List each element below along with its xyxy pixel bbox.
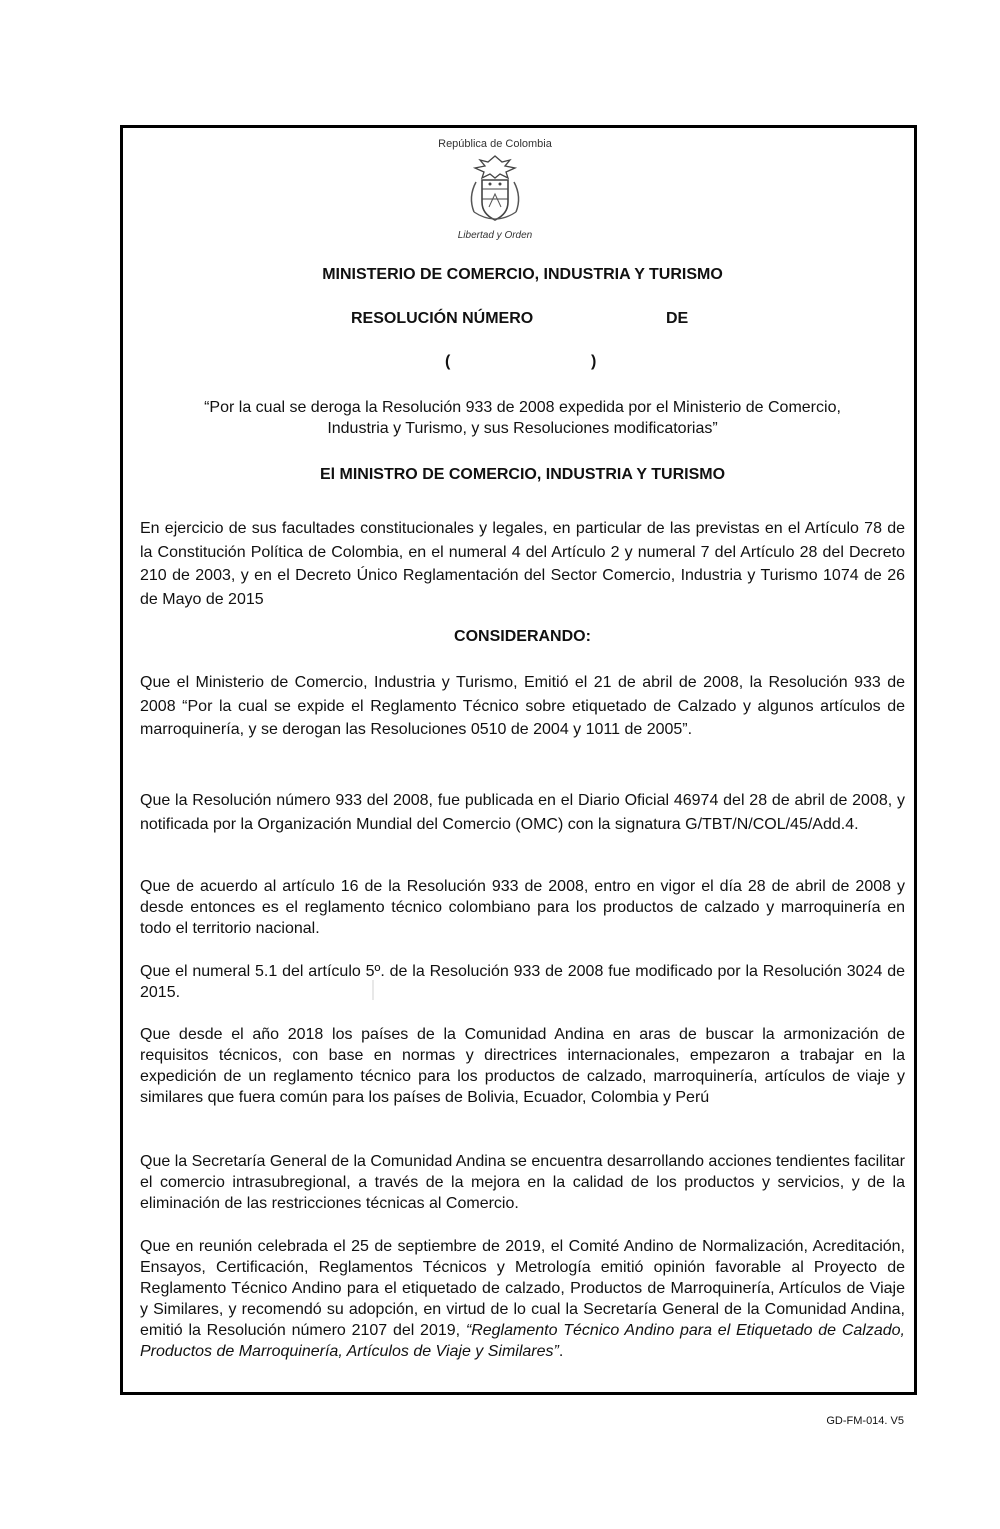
open-paren: ( xyxy=(445,353,451,370)
considerando-paragraph-4 xyxy=(140,961,905,1003)
resolution-de: DE xyxy=(666,310,689,327)
seal-motto: Libertad y Orden xyxy=(457,230,533,241)
resolution-subject xyxy=(140,397,905,439)
considerando-paragraph-3 xyxy=(140,876,905,939)
minister-title: El MINISTRO DE COMERCIO, INDUSTRIA Y TURISMO xyxy=(319,466,726,483)
form-code: GD-FM-014. V5 xyxy=(826,1415,904,1427)
seal-country: República de Colombia xyxy=(438,138,552,150)
coat-of-arms-icon xyxy=(460,152,530,227)
ministry-title: MINISTERIO DE COMERCIO, INDUSTRIA Y TURISMO xyxy=(322,266,723,283)
coat-of-arms xyxy=(420,138,570,241)
resolution-label: RESOLUCIÓN NÚMERO xyxy=(351,310,534,327)
paragraph-text: Que el Ministerio de Comercio, Industria y Turismo, Emitió el 21 de abril de 2008, la Resolución 933 de 2008 “Por la cual se expide el Reglamento Técnico sobre etiquetado de Calzado y algunos artículos de marroquinería, y se derogan las Resoluciones 0510 de 2004 y 1011 de 2005”. xyxy=(140,674,905,738)
paragraph-text: Que el numeral 5.1 del artículo 5º. de la Resolución 933 de 2008 fue modificado por la Resolución 3024 de 2015. xyxy=(140,963,905,1001)
paragraph-text: Que la Resolución número 933 del 2008, fue publicada en el Diario Oficial 46974 del 28 de abril de 2008, y notificada por la Organización Mundial del Comercio (OMC) con la signatura G/TBT/N/COL/45/Add.4. xyxy=(140,792,905,833)
paragraph-text xyxy=(140,1236,905,1362)
paragraph-text: Que la Secretaría General de la Comunidad Andina se encuentra desarrollando acciones tendientes facilitar el comercio intrasubregional, a través de la mejora en la calidad de los productos y servicios, y de la eliminación de las restricciones técnicas al Comercio. xyxy=(140,1153,905,1212)
text-cursor-artifact xyxy=(372,980,374,1000)
close-paren: ) xyxy=(591,353,597,370)
subject-line-1: “Por la cual se deroga la Resolución 933 de 2008 expedida por el Ministerio de Comercio, xyxy=(204,399,841,416)
paragraph-text: Que desde el año 2018 los países de la Comunidad Andina en aras de buscar la armonización de requisitos técnicos, con base en normas y directrices internacionales, empezaron a trabajar en la expedición de un reglamento técnico para los productos de calzado, marroquinería, artículos de viaje y similares que fuera común para los países de Bolivia, Ecuador, Colombia y Perú xyxy=(140,1026,905,1106)
preamble-text: En ejercicio de sus facultades constitucionales y legales, en particular de las previstas en el Artículo 78 de la Constitución Política de Colombia, en el numeral 4 del Artículo 2 y numeral 7 del Artículo 28 del Decreto 210 de 2003, y en el Decreto Único Reglamentación del Sector Comercio, Industria y Turismo 1074 de 26 de Mayo de 2015 xyxy=(140,520,905,608)
considerando-paragraph-6 xyxy=(140,1151,905,1214)
considerando-paragraph-7 xyxy=(140,1236,905,1362)
paragraph-end: . xyxy=(558,1343,564,1360)
regulation-title-italic: “Reglamento Técnico Andino para el Etiquetado de Calzado, Productos de Marroquinería, Artículos de Viaje y Similares” xyxy=(140,1322,905,1360)
paragraph-main: Que en reunión celebrada el 25 de septiembre de 2019, el Comité Andino de Normalización, Acreditación, Ensayos, Certificación, Reglamentos Técnicos y Metrología emitió opinión favorable al Proyecto de Reglamento Técnico Andino para el etiquetado de calzado, Productos de Marroquinería, Artículos de Viaje y Similares, y recomendó su adopción, en virtud de lo cual la Secretaría General de la Comunidad Andina, emitió la Resolución número 2107 del 2019, xyxy=(140,1238,905,1339)
considerando-paragraph-2 xyxy=(140,789,905,836)
subject-line-2: Industria y Turismo, y sus Resoluciones modificatorias” xyxy=(327,420,718,437)
considerando-heading: CONSIDERANDO: xyxy=(454,628,591,645)
considerando-paragraph-1 xyxy=(140,671,905,742)
preamble-paragraph xyxy=(140,517,905,611)
paragraph-text: Que de acuerdo al artículo 16 de la Resolución 933 de 2008, entro en vigor el día 28 de abril de 2008 y desde entonces es el reglamento técnico colombiano para los productos de calzado y marroquinería en todo el territorio nacional. xyxy=(140,878,905,937)
considerando-paragraph-5 xyxy=(140,1024,905,1108)
